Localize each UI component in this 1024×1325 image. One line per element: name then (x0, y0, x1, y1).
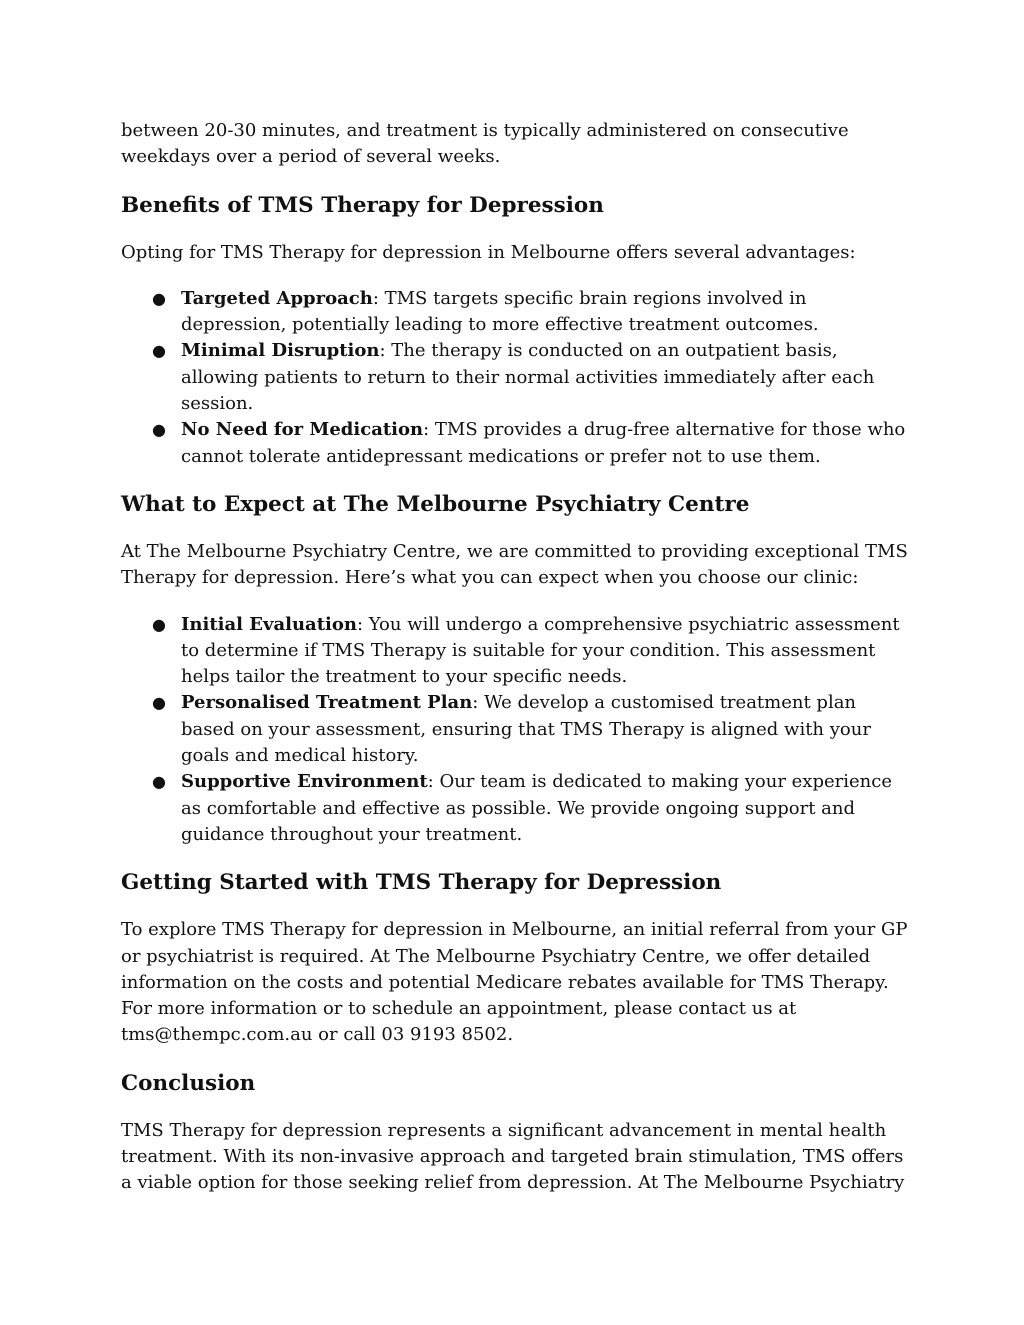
list-item-text: : We develop a customised treatment plan based on your assessment, ensuring that TMS Therapy is aligned with your goals and medical history. (181, 692, 871, 767)
list-item-text: : TMS provides a drug-free alternative for those who cannot tolerate antidepressant medications or prefer not to use them. (181, 419, 906, 467)
document-page (121, 118, 911, 1197)
conclusion-body: TMS Therapy for depression represents a significant advancement in mental health treatment. With its non-invasive approach and targeted brain stimulation, TMS offers a viable option for those seeking relief from depression. At The Melbourne Psychiatry (121, 1119, 905, 1194)
benefits-intro: Opting for TMS Therapy for depression in Melbourne offers several advantages: (121, 241, 856, 263)
benefits-heading: Benefits of TMS Therapy for Depression (121, 192, 604, 218)
getting-started-body: To explore TMS Therapy for depression in Melbourne, an initial referral from your GP or psychiatrist is required. At The Melbourne Psychiatry Centre, we offer detailed information on the costs and potential Medicare rebates available for TMS Therapy. For more information or to schedule an appointment, please contact us at tms@thempc.com.au or call 03 9193 8502. (121, 919, 908, 1046)
list-item (121, 338, 911, 417)
list-item-term: Supportive Environment (181, 771, 428, 793)
list-item-term: Personalised Treatment Plan (181, 692, 473, 714)
bullet-icon: ● (152, 341, 166, 361)
list-item-term: No Need for Medication (181, 419, 424, 441)
bullet-icon: ● (152, 288, 166, 308)
list-item-term: Initial Evaluation (181, 613, 357, 635)
list-item-text: : Our team is dedicated to making your experience as comfortable and effective as possible. We provide ongoing support and guidance throughout your treatment. (181, 771, 892, 845)
list-item (121, 286, 911, 339)
bullet-icon: ● (152, 772, 166, 792)
list-item-term: Targeted Approach (181, 287, 373, 309)
conclusion-heading: Conclusion (121, 1070, 256, 1096)
list-item-text: : TMS targets specific brain regions involved in depression, potentially leading to more effective treatment outcomes. (181, 287, 819, 336)
expect-heading: What to Expect at The Melbourne Psychiatry Centre (121, 491, 750, 517)
bullet-icon: ● (152, 693, 166, 713)
getting-started-heading: Getting Started with TMS Therapy for Depression (121, 870, 722, 896)
list-item-text: : You will undergo a comprehensive psychiatric assessment to determine if TMS Therapy is suitable for your condition. This assessment helps tailor the treatment to your specific needs. (181, 613, 900, 688)
expect-intro: At The Melbourne Psychiatry Centre, we are committed to providing exceptional TMS Therapy for depression. Here’s what you can expect when you choose our clinic: (121, 540, 908, 589)
list-item (121, 769, 911, 848)
benefits-list (121, 286, 911, 470)
intro-paragraph-continuation: between 20-30 minutes, and treatment is typically administered on consecutive weekdays over a period of several weeks. (121, 120, 849, 168)
expect-list (121, 612, 911, 849)
bullet-icon: ● (152, 614, 166, 634)
list-item-term: Minimal Disruption (181, 340, 380, 362)
bullet-icon: ● (152, 420, 166, 440)
list-item (121, 690, 911, 769)
list-item-text: : The therapy is conducted on an outpatient basis, allowing patients to return to their normal activities immediately after each session. (181, 340, 875, 415)
list-item (121, 612, 911, 691)
list-item (121, 417, 911, 470)
